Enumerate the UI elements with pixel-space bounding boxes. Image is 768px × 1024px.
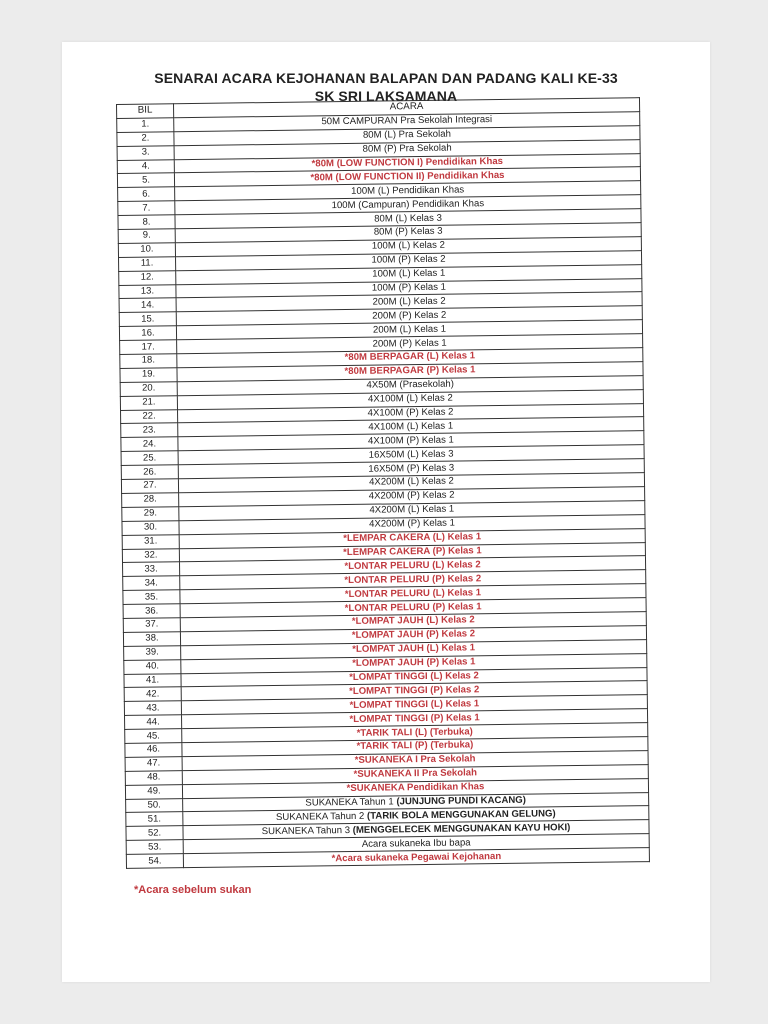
event-label: 100M (Campuran) Pendidikan Khas [331,197,485,211]
event-label: 80M (L) Kelas 3 [374,212,442,225]
event-label: 80M (L) Pra Sekolah [362,128,451,141]
event-label: *LOMPAT JAUH (L) Kelas 1 [352,642,476,656]
event-label: *80M BERPAGAR (P) Kelas 1 [344,364,476,378]
event-label: SUKANEKA Tahun 2 [275,810,368,823]
school-name: SK SRI LAKSAMANA [314,88,458,104]
table-body [117,112,650,869]
row-number: 9. [118,229,175,244]
row-number: 40. [124,659,181,674]
document-title: SENARAI ACARA KEJOHANAN BALAPAN DAN PADANG KALI KE-33 [154,70,618,86]
event-label: 200M (P) Kelas 2 [372,309,447,322]
row-number: 21. [120,395,177,410]
event-label: 50M CAMPURAN Pra Sekolah Integrasi [321,114,493,128]
row-number: 26. [121,465,178,480]
row-number: 1. [117,118,174,133]
row-number: 50. [126,798,183,813]
event-label: 200M (P) Kelas 1 [372,337,447,350]
row-number: 12. [119,270,176,285]
row-number: 46. [125,743,182,758]
event-label: *TARIK TALI (L) (Terbuka) [356,725,473,739]
row-number: 41. [124,673,181,688]
row-number: 43. [124,701,181,716]
event-label: *LONTAR PELURU (P) Kelas 2 [344,572,482,586]
event-label: *LOMPAT JAUH (P) Kelas 1 [352,656,476,670]
event-label: 16X50M (P) Kelas 3 [368,462,455,475]
row-number: 45. [125,729,182,744]
event-label: SUKANEKA Tahun 3 [261,824,353,837]
footnote: *Acara sebelum sukan [134,884,252,896]
row-number: 37. [123,618,180,633]
row-number: 5. [117,173,174,188]
row-number: 13. [119,284,176,299]
row-number: 20. [120,382,177,397]
row-number: 19. [120,368,177,383]
row-number: 48. [125,770,182,785]
event-label: 4X50M (Prasekolah) [366,378,454,391]
events-table [116,97,650,869]
event-label: 100M (P) Kelas 2 [371,253,446,266]
event-label: *Acara sukaneka Pegawai Kejohanan [331,850,502,864]
event-label: *LOMPAT TINGGI (P) Kelas 2 [349,684,480,697]
row-number: 47. [125,757,182,772]
row-number: 38. [123,632,180,647]
event-label: *LOMPAT JAUH (P) Kelas 2 [351,628,476,642]
event-label: 4X100M (L) Kelas 2 [367,392,453,405]
header-acara: ACARA [174,98,640,118]
event-label: 100M (L) Pendidikan Khas [351,184,465,197]
event-label: *LOMPAT JAUH (L) Kelas 2 [351,614,475,628]
header-bil: BIL [117,104,174,119]
row-number: 54. [126,854,183,869]
event-label: *LONTAR PELURU (L) Kelas 2 [344,559,481,572]
row-number: 28. [122,493,179,508]
row-number: 32. [122,548,179,563]
row-number: 53. [126,840,183,855]
event-label: 4X100M (L) Kelas 1 [368,420,454,433]
row-number: 39. [124,645,181,660]
row-number: 24. [121,437,178,452]
row-number: 49. [125,784,182,799]
event-label: 4X100M (P) Kelas 2 [367,406,454,419]
event-label: *SUKANEKA I Pra Sekolah [354,753,476,767]
row-number: 6. [118,187,175,202]
event-label: 4X100M (P) Kelas 1 [367,434,454,447]
event-label: *LOMPAT TINGGI (L) Kelas 2 [349,670,479,683]
row-number: 4. [117,159,174,174]
row-number: 7. [118,201,175,216]
event-detail: (JUNJUNG PUNDI KACANG) [396,794,527,808]
row-number: 15. [119,312,176,327]
event-label: 4X200M (P) Kelas 2 [368,489,455,503]
event-label: 4X200M (P) Kelas 1 [369,517,456,530]
row-number: 10. [118,243,175,258]
row-number: 35. [123,590,180,605]
row-number: 22. [121,409,178,424]
row-number: 44. [125,715,182,730]
event-label: *LEMPAR CAKERA (P) Kelas 1 [343,545,482,559]
row-number: 14. [119,298,176,313]
event-label: *LOMPAT TINGGI (P) Kelas 1 [349,711,480,725]
event-label: 200M (L) Kelas 2 [372,295,446,308]
event-label: *TARIK TALI (P) (Terbuka) [356,739,474,753]
row-number: 51. [126,812,183,827]
event-label: SUKANEKA Tahun 1 [305,796,397,809]
event-label: 16X50M (L) Kelas 3 [368,448,454,461]
event-label: 100M (L) Kelas 1 [372,267,446,280]
event-label: *80M BERPAGAR (L) Kelas 1 [344,350,476,364]
event-label: *LONTAR PELURU (L) Kelas 1 [344,586,482,600]
row-number: 27. [121,479,178,494]
row-number: 33. [123,562,180,577]
row-number: 42. [124,687,181,702]
event-label: 80M (P) Pra Sekolah [362,142,452,155]
event-label: *LEMPAR CAKERA (L) Kelas 1 [343,531,482,545]
row-number: 17. [120,340,177,355]
row-number: 52. [126,826,183,841]
event-label: *SUKANEKA Pendidikan Khas [346,781,485,795]
row-number: 11. [119,257,176,272]
event-label: *LOMPAT TINGGI (L) Kelas 1 [349,698,480,711]
row-number: 25. [121,451,178,466]
row-number: 23. [121,423,178,438]
event-label: *SUKANEKA II Pra Sekolah [353,767,478,781]
row-number: 30. [122,520,179,535]
row-number: 16. [119,326,176,341]
row-number: 29. [122,507,179,522]
row-number: 34. [123,576,180,591]
row-number: 31. [122,534,179,549]
event-label: Acara sukaneka Ibu bapa [361,837,471,850]
event-detail: (MENGGELECEK MENGGUNAKAN KAYU HOKI) [352,821,571,836]
row-number: 18. [120,354,177,369]
row-number: 36. [123,604,180,619]
event-label: 100M (P) Kelas 1 [371,281,447,294]
event-detail: (TARIK BOLA MENGGUNAKAN GELUNG) [366,808,556,822]
document-page [62,42,710,982]
event-label: 80M (P) Kelas 3 [373,226,443,239]
event-label: 200M (L) Kelas 1 [372,323,447,336]
row-number: 2. [117,132,174,147]
event-label: 4X200M (L) Kelas 2 [369,476,454,489]
row-number: 8. [118,215,175,230]
event-label: 100M (L) Kelas 2 [371,240,445,253]
event-label: *80M (LOW FUNCTION II) Pendidikan Khas [310,169,505,184]
event-label: *LONTAR PELURU (P) Kelas 1 [344,600,482,614]
row-number: 3. [117,145,174,160]
event-label: 4X200M (L) Kelas 1 [369,503,455,516]
event-label: *80M (LOW FUNCTION I) Pendidikan Khas [311,155,504,170]
